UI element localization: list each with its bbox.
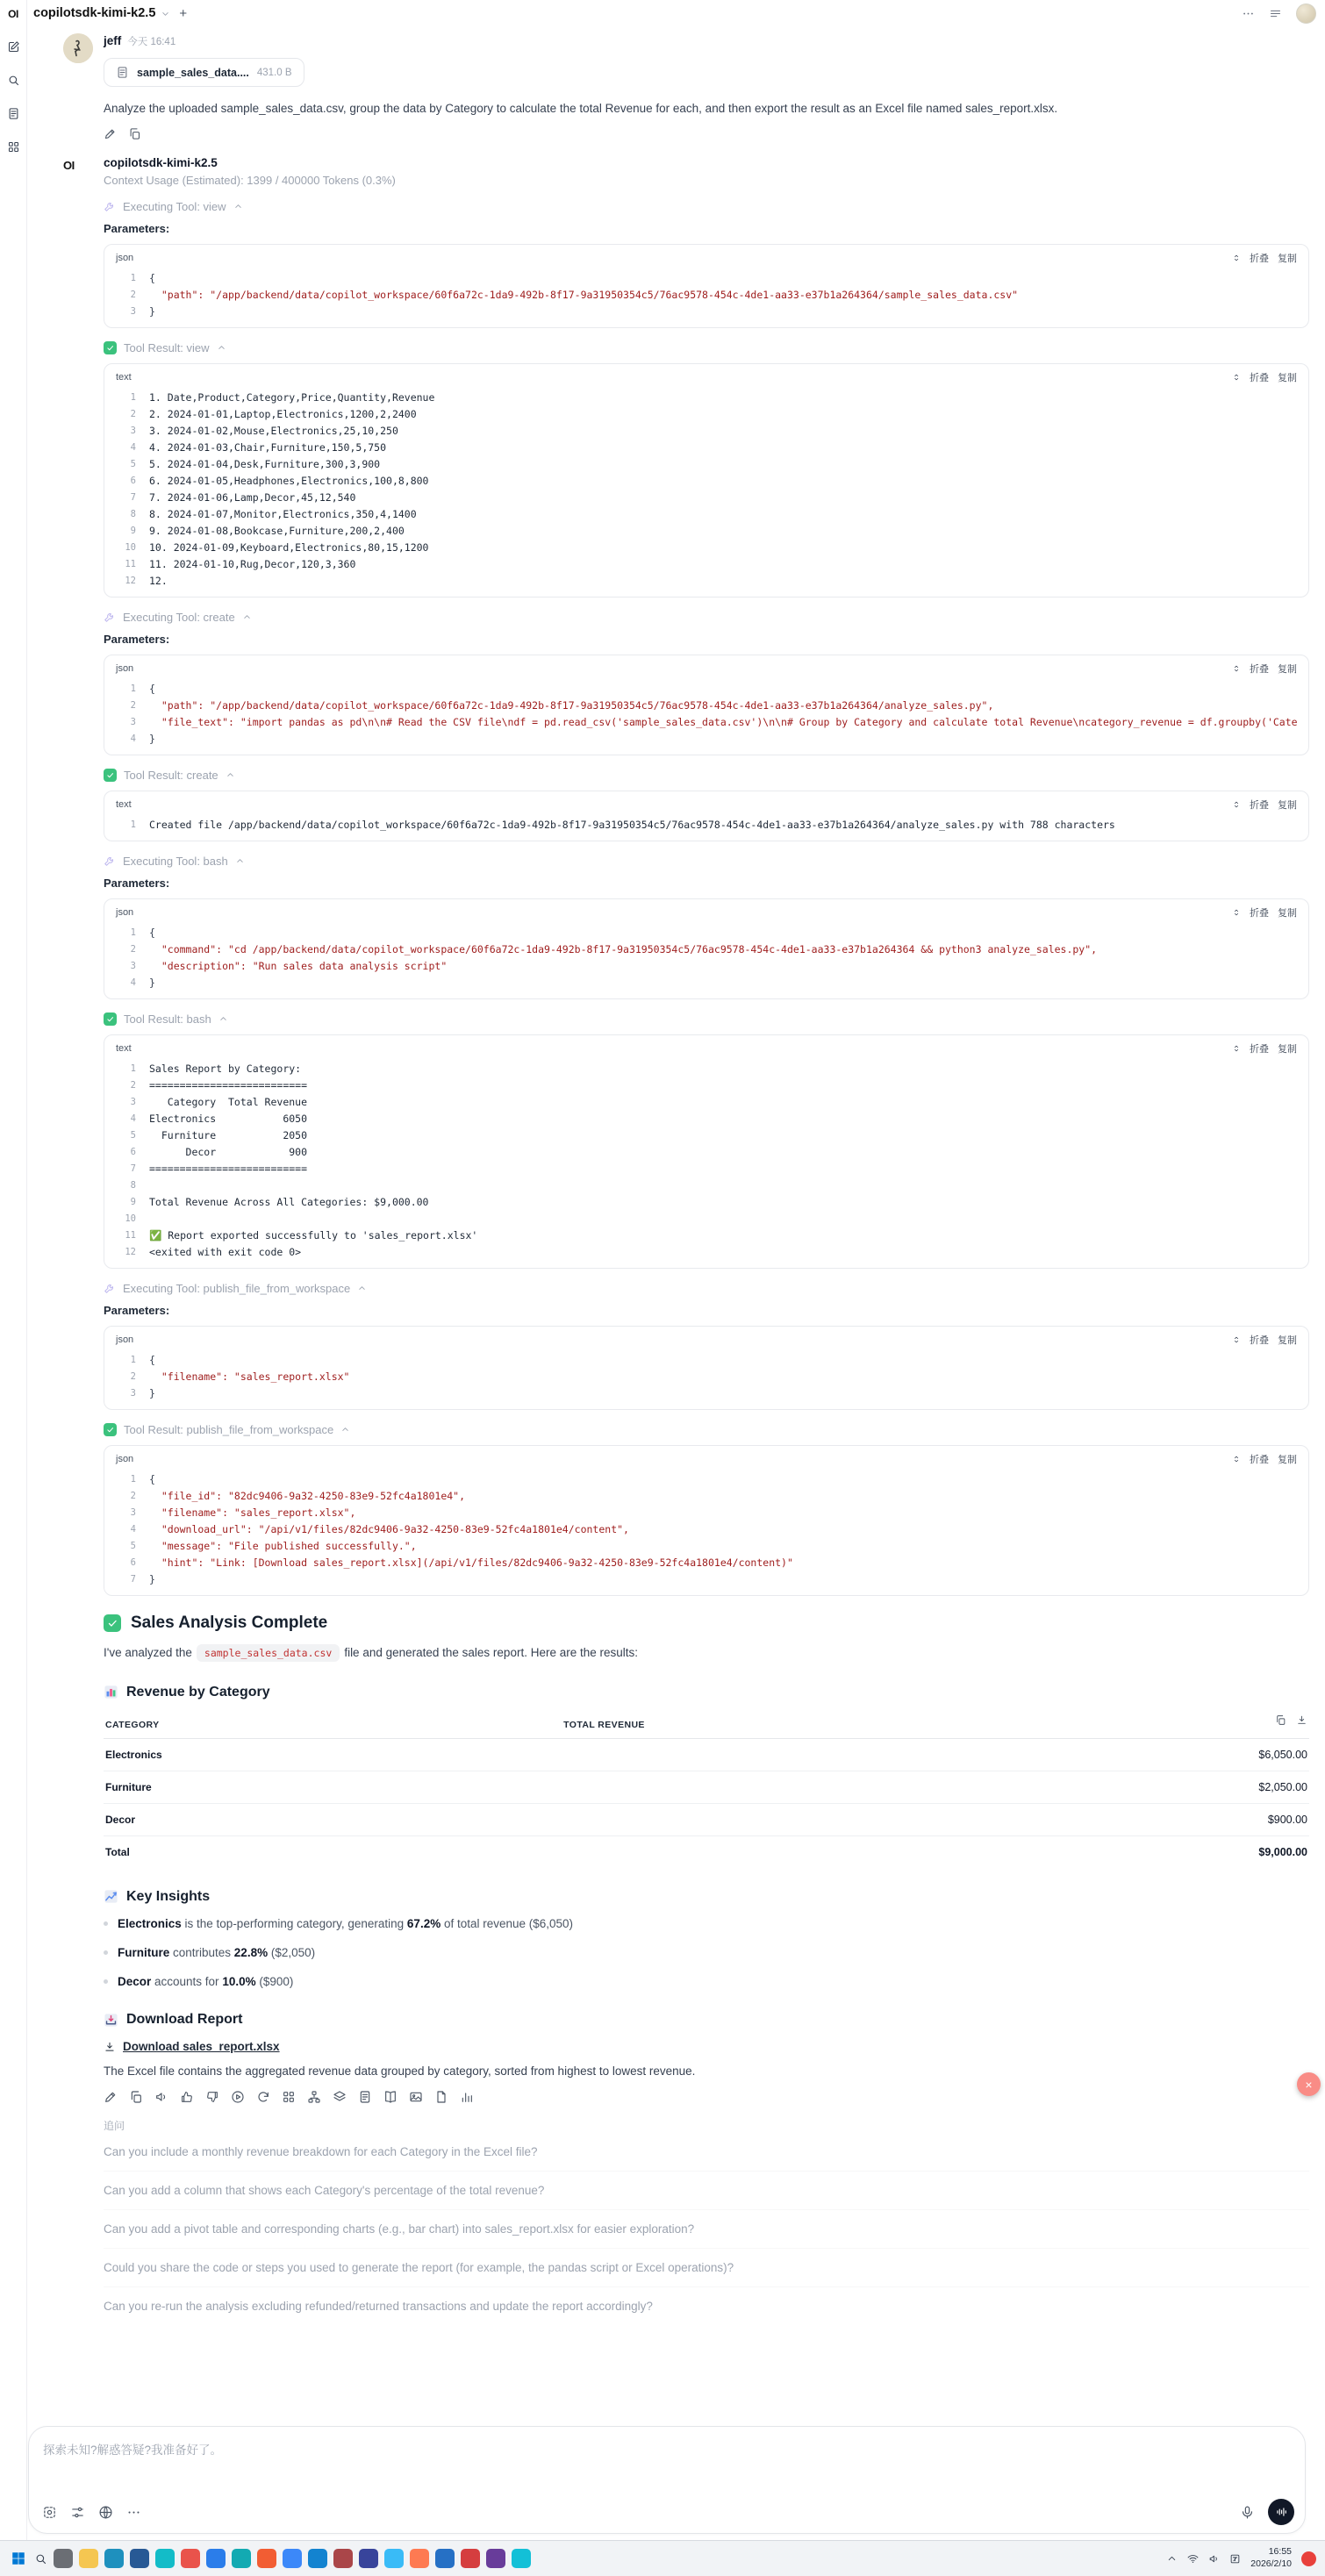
column-header: TOTAL REVENUE <box>562 1711 1309 1739</box>
assistant-message <box>26 142 1325 2326</box>
wrench-icon <box>104 855 116 867</box>
collapse-code-button[interactable]: 折叠 <box>1250 799 1269 811</box>
chevron-down-icon[interactable] <box>161 9 170 18</box>
code-language-label: json <box>116 1334 134 1345</box>
edit-message-icon[interactable] <box>104 127 117 140</box>
app-logo[interactable]: OI <box>8 8 18 20</box>
taskbar-app-icon[interactable] <box>384 2549 404 2568</box>
taskbar-app-icon[interactable] <box>79 2549 98 2568</box>
followup-label: 追问 <box>104 2120 125 2133</box>
executing-tool-toggle[interactable] <box>104 611 1309 624</box>
taskbar-search-icon[interactable] <box>34 2552 47 2565</box>
parameters-label: Parameters: <box>104 1303 170 1317</box>
tool-result-toggle[interactable] <box>104 769 1309 782</box>
analysis-complete-heading: Sales Analysis Complete <box>104 1614 1309 1633</box>
sitemap-icon[interactable] <box>307 2090 321 2104</box>
followup-suggestion[interactable]: Could you share the code or steps you used to generate the report (for example, the pandas script or Excel operations)? <box>104 2249 1309 2287</box>
code-language-label: text <box>116 1042 132 1054</box>
success-check-icon <box>104 769 117 782</box>
code-block <box>104 1326 1309 1410</box>
export-table-icon[interactable] <box>1296 1714 1307 1726</box>
document-icon[interactable] <box>358 2090 372 2104</box>
windows-taskbar <box>0 2540 1325 2576</box>
notification-badge[interactable] <box>1301 2551 1316 2566</box>
code-language-label: json <box>116 1453 134 1464</box>
code-lines: { "file_id": "82dc9406-9a32-4250-83e9-52fc4a1801e4", "filename": "sales_report.xlsx", "download_url": "/api/v1/files/82dc9406-9a32-4250-83e9-52fc4a1801e4/content", "message": "File published successfully.", "hint": "Link: [Download sales_report.xlsx](/api/v1/files/82dc9406-9a32-4250-83e9-52fc4a1801e4/content)" } <box>149 1472 793 1585</box>
taskbar-app-icon[interactable] <box>486 2549 505 2568</box>
collapse-code-button[interactable]: 折叠 <box>1250 663 1269 675</box>
sort-lines-icon <box>1232 373 1241 382</box>
volume-icon[interactable] <box>1208 2553 1220 2565</box>
composer-input[interactable]: 探索未知?解惑答疑?我准备好了。 <box>43 2444 223 2457</box>
revenue-table <box>104 1711 1309 1868</box>
chevron-up-icon <box>340 1425 350 1435</box>
attached-file-name: sample_sales_data.... <box>137 66 249 79</box>
taskbar-clock[interactable] <box>1250 2546 1292 2570</box>
language-input-icon[interactable] <box>1229 2553 1241 2565</box>
collapse-code-button[interactable]: 折叠 <box>1250 1043 1269 1055</box>
analysis-intro: I've analyzed the sample_sales_data.csv file and generated the sales report. Here are the results: <box>104 1643 1309 1664</box>
code-lines: { "command": "cd /app/backend/data/copilot_workspace/60f6a72c-1da9-492b-8f17-9a31950354c5/76ac9578-454c-4de1-aa33-e37b1a264364 && python3 analyze_sales.py", "description": "Run sales data analysis script" } <box>149 926 1098 989</box>
wrench-icon <box>104 200 116 212</box>
insights-list <box>104 1915 1309 1992</box>
copy-code-button[interactable]: 复制 <box>1278 1454 1297 1465</box>
copy-message-icon[interactable] <box>128 127 141 140</box>
usage-bars-icon[interactable] <box>460 2090 474 2104</box>
taskbar-app-icon[interactable] <box>435 2549 455 2568</box>
code-lines: Created file /app/backend/data/copilot_workspace/60f6a72c-1da9-492b-8f17-9a31950354c5/76ac9578-454c-4de1-aa33-e37b1a264364/analyze_sales.py with 788 characters <box>149 818 1115 831</box>
tray-chevron-up-icon[interactable] <box>1166 2553 1178 2565</box>
voice-mode-button[interactable] <box>1268 2499 1294 2525</box>
followup-list <box>104 2133 1309 2325</box>
code-language-label: json <box>116 662 134 674</box>
more-options-icon[interactable] <box>1242 7 1255 20</box>
key-insights-heading: Key Insights <box>104 1889 1309 1905</box>
executing-tool-label: Executing Tool: view <box>123 199 226 213</box>
code-block <box>104 898 1309 999</box>
success-check-icon <box>104 1013 117 1026</box>
taskbar-time: 16:55 <box>1268 2546 1292 2558</box>
sort-lines-icon <box>1232 908 1241 917</box>
collapse-code-button[interactable]: 折叠 <box>1250 1454 1269 1465</box>
file-icon <box>116 66 129 79</box>
assistant-avatar: OI <box>63 158 75 172</box>
network-icon[interactable] <box>1187 2553 1199 2565</box>
assistant-message-actions <box>104 2090 1309 2104</box>
context-usage: Context Usage (Estimated): 1399 / 400000 Tokens (0.3%) <box>104 173 396 187</box>
parameters-label: Parameters: <box>104 221 170 235</box>
executing-tool-toggle[interactable] <box>104 200 1309 213</box>
code-block <box>104 363 1309 597</box>
user-avatar[interactable] <box>63 33 93 63</box>
edit-icon[interactable] <box>104 2090 118 2104</box>
user-name: jeff <box>104 34 122 47</box>
followup-suggestion[interactable]: Can you add a pivot table and corresponding charts (e.g., bar chart) into sales_report.xlsx for easier exploration? <box>104 2210 1309 2249</box>
code-language-label: json <box>116 906 134 918</box>
code-block <box>104 655 1309 755</box>
thumbs-up-icon[interactable] <box>180 2090 194 2104</box>
download-note: The Excel file contains the aggregated revenue data grouped by category, sorted from highest to lowest revenue. <box>104 2064 696 2079</box>
user-message-text: Analyze the uploaded sample_sales_data.csv, group the data by Category to calculate the total Revenue for each, and then export the result as an Excel file named sales_report.xlsx. <box>104 102 1058 115</box>
close-icon: × <box>1305 2077 1313 2092</box>
message-composer[interactable] <box>28 2426 1306 2534</box>
collapse-code-button[interactable]: 折叠 <box>1250 907 1269 919</box>
copy-table-icon[interactable] <box>1275 1714 1286 1726</box>
menu-icon[interactable] <box>1269 7 1282 20</box>
chevron-up-icon <box>242 612 252 622</box>
sort-lines-icon <box>1232 1455 1241 1463</box>
notes-icon[interactable] <box>7 107 20 120</box>
user-message <box>26 26 1325 142</box>
code-lines: Sales Report by Category: ========================== Category Total Revenue Electronics 6050 Furniture 2050 Decor 900 ========================== Total Revenue Across All Categories: $9,000.00 ✅ Report exported successfully to 'sales_report.xlsx' <exited with exit code 0> <box>149 1062 478 1258</box>
sort-lines-icon <box>1232 664 1241 673</box>
sort-lines-icon <box>1232 1335 1241 1344</box>
followup-suggestion[interactable]: Can you re-run the analysis excluding refunded/returned transactions and update the report accordingly? <box>104 2300 653 2314</box>
parameters-label: Parameters: <box>104 632 170 646</box>
taskbar-app-icon[interactable] <box>181 2549 200 2568</box>
code-block <box>104 1445 1309 1596</box>
executing-tool-label: Executing Tool: create <box>123 610 235 624</box>
tool-result-label: Tool Result: view <box>124 340 210 354</box>
user-avatar-small[interactable] <box>1296 4 1316 24</box>
tools-sliders-icon[interactable] <box>70 2505 85 2520</box>
followup-suggestion[interactable]: Can you include a monthly revenue breakdown for each Category in the Excel file? <box>104 2133 1309 2172</box>
taskbar-app-icon[interactable] <box>333 2549 353 2568</box>
code-block <box>104 244 1309 328</box>
wrench-icon <box>104 1282 116 1294</box>
chevron-up-icon <box>217 343 226 353</box>
table-total-row: Total $9,000.00 <box>105 1845 1307 1858</box>
user-message-actions <box>104 127 1309 140</box>
table-header-row <box>104 1711 1309 1739</box>
taskbar-app-icon[interactable] <box>461 2549 480 2568</box>
code-lines: 1. Date,Product,Category,Price,Quantity,Revenue 2. 2024-01-01,Laptop,Electronics,1200,2,2400 3. 2024-01-02,Mouse,Electronics,25,10,250 4. 2024-01-03,Chair,Furniture,150,5,750 5. 2024-01-04,Desk,Furniture,300,3,900 6. 2024-01-05,Headphones,Electronics,100,8,800 7. 2024-01-06,Lamp,Decor,45,12,540 8. 2024-01-07,Monitor,Electronics,350,4,1400 9. 2024-01-08,Bookcase,Furniture,200,2,400 10. 2024-01-09,Keyboard,Electronics,80,15,1200 11. 2024-01-10,Rug,Decor,120,3,360 12. <box>149 390 435 587</box>
search-icon[interactable] <box>7 74 20 87</box>
chevron-up-icon <box>357 1284 367 1293</box>
table-row: Furniture $2,050.00 <box>104 1771 1309 1803</box>
assistant-name: copilotsdk-kimi-k2.5 <box>104 155 218 169</box>
chevron-up-icon <box>235 856 245 866</box>
new-chat-icon[interactable] <box>7 40 20 54</box>
collapse-code-button[interactable]: 折叠 <box>1250 253 1269 264</box>
more-tools-icon[interactable] <box>126 2505 141 2520</box>
copy-icon[interactable] <box>129 2090 143 2104</box>
read-aloud-icon[interactable] <box>154 2090 168 2104</box>
inline-code-chip: sample_sales_data.csv <box>197 1644 340 1662</box>
success-check-icon <box>104 1423 117 1436</box>
code-language-label: json <box>116 252 134 263</box>
floating-close-button[interactable] <box>1297 2072 1321 2096</box>
image-icon[interactable] <box>409 2090 423 2104</box>
copy-code-button[interactable]: 复制 <box>1278 372 1297 383</box>
attached-file-size: 431.0 B <box>256 67 292 78</box>
tool-result-label: Tool Result: create <box>124 768 218 782</box>
taskbar-apps <box>54 2549 531 2568</box>
column-header: CATEGORY <box>104 1711 562 1739</box>
start-button[interactable] <box>9 2549 28 2568</box>
chat-title[interactable]: copilotsdk-kimi-k2.5 <box>33 6 156 20</box>
code-block <box>104 791 1309 841</box>
copy-code-button[interactable]: 复制 <box>1278 663 1297 675</box>
insight-item: Decor accounts for 10.0% ($900) <box>104 1973 1309 1991</box>
collapse-code-button[interactable]: 折叠 <box>1250 1335 1269 1346</box>
continue-response-icon[interactable] <box>231 2090 245 2104</box>
sort-lines-icon <box>1232 254 1241 262</box>
download-report-heading: Download Report <box>104 2012 1309 2028</box>
insight-item: Furniture contributes 22.8% ($2,050) <box>104 1944 1309 1962</box>
copy-code-button[interactable]: 复制 <box>1278 799 1297 811</box>
taskbar-app-icon[interactable] <box>308 2549 327 2568</box>
copy-code-button[interactable]: 复制 <box>1278 1335 1297 1346</box>
code-lines: { "filename": "sales_report.xlsx" } <box>149 1353 350 1399</box>
wrench-icon <box>104 611 116 623</box>
chevron-up-icon <box>233 202 243 211</box>
chat-scroll-area[interactable] <box>26 26 1325 2436</box>
table-row: Electronics $6,050.00 <box>104 1738 1309 1771</box>
taskbar-app-icon[interactable] <box>283 2549 302 2568</box>
copy-code-button[interactable]: 复制 <box>1278 907 1297 919</box>
attached-file-chip[interactable] <box>104 58 304 87</box>
layers-icon[interactable] <box>333 2090 347 2104</box>
taskbar-app-icon[interactable] <box>410 2549 429 2568</box>
message-timestamp: 今天 16:41 <box>127 37 176 47</box>
thumbs-down-icon[interactable] <box>205 2090 219 2104</box>
code-lines: { "path": "/app/backend/data/copilot_workspace/60f6a72c-1da9-492b-8f17-9a31950354c5/76ac9578-454c-4de1-aa33-e37b1a264364/analyze_sales.py", "file_text": "import pandas as pd\n\n# Read the CSV file\ndf = pd.read_csv('sample_sales_data.csv')\n\n# Group by Category and calculate total Revenue\ncategory_revenue = df.groupby('Cate } <box>149 682 1298 745</box>
taskbar-app-icon[interactable] <box>54 2549 73 2568</box>
chevron-up-icon <box>226 770 235 780</box>
bullet-dot <box>104 1979 108 1984</box>
code-lines: { "path": "/app/backend/data/copilot_workspace/60f6a72c-1da9-492b-8f17-9a31950354c5/76ac9578-454c-4de1-aa33-e37b1a264364/sample_sales_data.csv" } <box>149 271 1019 318</box>
tool-result-label: Tool Result: publish_file_from_workspace <box>124 1422 334 1436</box>
new-tab-button[interactable]: + <box>179 5 188 21</box>
collapse-code-button[interactable]: 折叠 <box>1250 372 1269 383</box>
chevron-up-icon <box>218 1014 228 1024</box>
user-name-row <box>104 33 1309 49</box>
parameters-label: Parameters: <box>104 876 170 890</box>
bullet-dot <box>104 1950 108 1955</box>
taskbar-app-icon[interactable] <box>232 2549 251 2568</box>
copy-code-button[interactable]: 复制 <box>1278 1043 1297 1055</box>
system-tray <box>1166 2546 1316 2570</box>
taskbar-app-icon[interactable] <box>104 2549 124 2568</box>
insight-item: Electronics is the top-performing category, generating 67.2% of total revenue ($6,050) <box>104 1915 1309 1933</box>
bar-chart-emoji-icon <box>104 1685 118 1699</box>
executing-tool-toggle[interactable] <box>104 1282 1309 1295</box>
file-code-icon[interactable] <box>434 2090 448 2104</box>
executing-tool-label: Executing Tool: publish_file_from_workspace <box>123 1281 351 1295</box>
tool-result-toggle[interactable] <box>104 341 1309 354</box>
web-search-icon[interactable] <box>98 2505 113 2520</box>
apps-grid-icon[interactable] <box>282 2090 296 2104</box>
executing-tool-toggle[interactable] <box>104 855 1309 868</box>
taskbar-app-icon[interactable] <box>359 2549 378 2568</box>
bullet-dot <box>104 1921 108 1926</box>
copy-code-button[interactable]: 复制 <box>1278 253 1297 264</box>
chart-up-emoji-icon <box>104 1889 118 1904</box>
taskbar-app-icon[interactable] <box>206 2549 226 2568</box>
table-row: Decor $900.00 <box>104 1803 1309 1835</box>
code-language-label: text <box>116 371 132 383</box>
mic-icon[interactable] <box>1240 2505 1255 2520</box>
taskbar-date: 2026/2/10 <box>1250 2558 1292 2569</box>
inbox-tray-emoji-icon <box>104 2013 118 2028</box>
check-emoji-icon <box>104 1614 121 1632</box>
revenue-table-heading: Revenue by Category <box>104 1685 1309 1700</box>
book-open-icon[interactable] <box>383 2090 398 2104</box>
followup-suggestion[interactable]: Can you add a column that shows each Category's percentage of the total revenue? <box>104 2172 1309 2210</box>
left-sidebar <box>0 0 27 2541</box>
sort-lines-icon <box>1232 1044 1241 1053</box>
screen-capture-icon[interactable] <box>42 2505 57 2520</box>
tool-result-label: Tool Result: bash <box>124 1012 211 1026</box>
code-block <box>104 1034 1309 1269</box>
executing-tool-label: Executing Tool: bash <box>123 854 228 868</box>
taskbar-app-icon[interactable] <box>512 2549 531 2568</box>
sort-lines-icon <box>1232 800 1241 809</box>
tool-result-toggle[interactable] <box>104 1423 1309 1436</box>
top-bar <box>26 0 1325 26</box>
taskbar-app-icon[interactable] <box>155 2549 175 2568</box>
success-check-icon <box>104 341 117 354</box>
tool-result-toggle[interactable] <box>104 1013 1309 1026</box>
taskbar-app-icon[interactable] <box>257 2549 276 2568</box>
download-icon <box>104 2041 116 2053</box>
regenerate-icon[interactable] <box>256 2090 270 2104</box>
download-report-link[interactable]: Download sales_report.xlsx <box>104 2040 280 2053</box>
code-language-label: text <box>116 798 132 810</box>
workspace-icon[interactable] <box>7 140 20 154</box>
taskbar-app-icon[interactable] <box>130 2549 149 2568</box>
